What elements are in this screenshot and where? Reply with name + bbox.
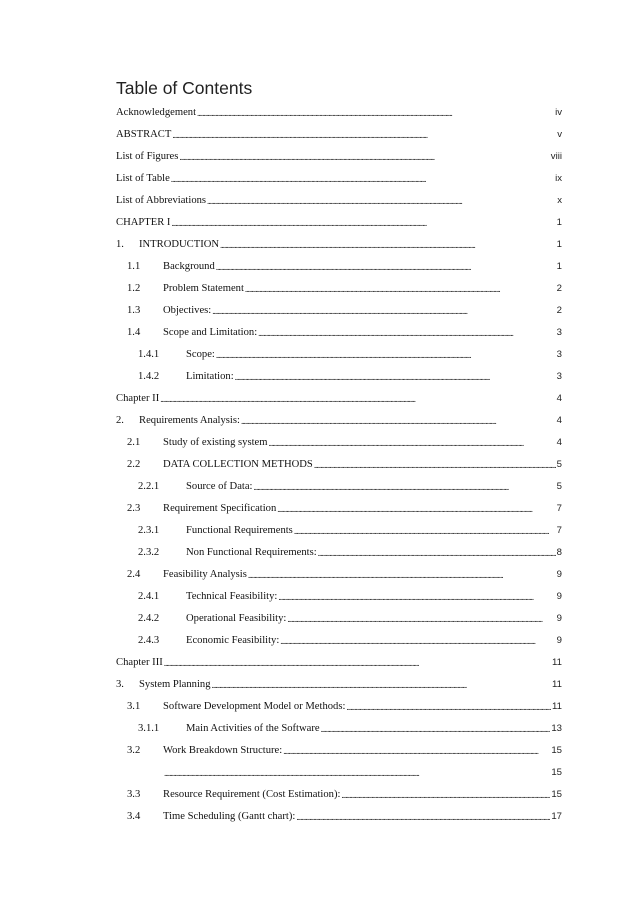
toc-entry-number: 3.1.1: [138, 723, 160, 734]
toc-entry-page: 17: [551, 811, 562, 822]
toc-entry-title: DATA COLLECTION METHODS: [163, 459, 313, 470]
toc-entry[interactable]: [116, 471, 562, 493]
toc-entry[interactable]: [116, 185, 562, 207]
toc-entry-title: Technical Feasibility:: [186, 591, 278, 602]
toc-entry-page: ix: [555, 173, 562, 184]
dot-leader: [171, 217, 555, 229]
toc-entry-title: Scope and Limitation:: [163, 327, 258, 338]
toc-entry[interactable]: [116, 229, 562, 251]
toc-entry-title: Feasibility Analysis: [163, 569, 247, 580]
toc-entry-number: 2.3.2: [138, 547, 160, 558]
toc-entry-page: 9: [556, 591, 562, 602]
toc-entry-number: 2.1: [127, 437, 141, 448]
dot-leader: [216, 261, 556, 273]
dot-leader: [283, 745, 550, 757]
toc-entry-page: 8: [556, 547, 562, 558]
dot-leader: [321, 723, 551, 735]
dot-leader: [248, 569, 556, 581]
toc-entry-page: 3: [556, 349, 562, 360]
dot-leader: [172, 129, 556, 141]
toc-entry[interactable]: [116, 317, 562, 339]
toc-entry-number: 1.1: [127, 261, 141, 272]
dot-leader: [341, 789, 550, 801]
toc-entry[interactable]: [116, 339, 562, 361]
toc-entry-title: Software Development Model or Methods:: [163, 701, 346, 712]
toc-entry[interactable]: [116, 207, 562, 229]
toc-entry-page: 3: [556, 327, 562, 338]
toc-entry-number: 3.4: [127, 811, 141, 822]
toc-entry-title: CHAPTER I: [116, 217, 171, 228]
dot-leader: [278, 591, 555, 603]
toc-entry-page: 9: [556, 635, 562, 646]
toc-entry[interactable]: [116, 163, 562, 185]
toc-entry-title: ABSTRACT: [116, 129, 172, 140]
toc-entry-number: 2.2.1: [138, 481, 160, 492]
toc-entry[interactable]: [116, 493, 562, 515]
toc-entry-title: Requirement Specification: [163, 503, 277, 514]
toc-entry[interactable]: [116, 625, 562, 647]
toc-entry-title: System Planning: [139, 679, 211, 690]
toc-entry-title: Background: [163, 261, 215, 272]
toc-entry-page: v: [557, 129, 562, 140]
toc-entry[interactable]: [116, 559, 562, 581]
toc-entry-title: Chapter III: [116, 657, 163, 668]
toc-entry-title: Acknowledgement: [116, 107, 197, 118]
toc-entry-title: Scope:: [186, 349, 215, 360]
dot-leader: [212, 679, 552, 691]
toc-list: [116, 97, 562, 823]
toc-entry-number: 1.4.1: [138, 349, 160, 360]
toc-entry-title: Main Activities of the Software: [186, 723, 320, 734]
toc-entry-title: Work Breakdown Structure:: [163, 745, 283, 756]
dot-leader: [277, 503, 555, 515]
toc-entry-number: 2.4.2: [138, 613, 160, 624]
dot-leader: [164, 767, 550, 779]
toc-entry-page: 7: [556, 525, 562, 536]
toc-entry-page: x: [557, 195, 562, 206]
dot-leader: [207, 195, 556, 207]
dot-leader: [287, 613, 555, 625]
toc-entry-title: Time Scheduling (Gantt chart):: [163, 811, 296, 822]
toc-entry-title: List of Figures: [116, 151, 179, 162]
dot-leader: [212, 305, 555, 317]
toc-entry-page: 15: [551, 745, 562, 756]
toc-entry[interactable]: [116, 581, 562, 603]
toc-entry-page: 1: [556, 217, 562, 228]
toc-entry-title: Economic Feasibility:: [186, 635, 280, 646]
toc-entry-number: 3.1: [127, 701, 141, 712]
toc-entry-number: 3.: [116, 679, 124, 690]
toc-entry-title: Requirements Analysis:: [139, 415, 240, 426]
dot-leader: [314, 459, 556, 471]
toc-entry-page: 5: [556, 459, 562, 470]
dot-leader: [296, 811, 550, 823]
toc-entry-number: 1.3: [127, 305, 141, 316]
toc-entry[interactable]: [116, 713, 562, 735]
toc-entry-page: 11: [552, 701, 562, 712]
toc-entry-page: 15: [551, 767, 562, 778]
toc-entry-number: 3.3: [127, 789, 141, 800]
toc-entry-number: 1.4.2: [138, 371, 160, 382]
toc-entry[interactable]: [116, 97, 562, 119]
toc-entry-number: 2.2: [127, 459, 141, 470]
dot-leader: [253, 481, 555, 493]
toc-entry[interactable]: [116, 141, 562, 163]
toc-entry[interactable]: [116, 295, 562, 317]
dot-leader: [235, 371, 556, 383]
toc-title: Table of Contents: [116, 78, 253, 98]
toc-entry-title: Objectives:: [163, 305, 212, 316]
toc-entry-number: 2.4.1: [138, 591, 160, 602]
dot-leader: [280, 635, 555, 647]
toc-entry-page: 15: [551, 789, 562, 800]
toc-entry-page: 9: [556, 569, 562, 580]
toc-entry[interactable]: [116, 691, 562, 713]
toc-entry-number: 1.2: [127, 283, 141, 294]
dot-leader: [346, 701, 551, 713]
toc-entry-title: INTRODUCTION: [139, 239, 220, 250]
dot-leader: [164, 657, 551, 669]
toc-entry-title: Source of Data:: [186, 481, 253, 492]
toc-entry-number: 1.4: [127, 327, 141, 338]
toc-entry[interactable]: [116, 405, 562, 427]
toc-entry-title: List of Table: [116, 173, 170, 184]
toc-entry-page: 2: [556, 305, 562, 316]
dot-leader: [160, 393, 555, 405]
dot-leader: [245, 283, 556, 295]
toc-entry-title: Functional Requirements: [186, 525, 293, 536]
toc-entry-page: 9: [556, 613, 562, 624]
toc-entry[interactable]: [116, 515, 562, 537]
toc-entry-page: 4: [556, 437, 562, 448]
toc-entry[interactable]: [116, 603, 562, 625]
toc-entry-page: 2: [556, 283, 562, 294]
dot-leader: [294, 525, 556, 537]
toc-entry-number: 2.3: [127, 503, 141, 514]
toc-entry-number: 3.2: [127, 745, 141, 756]
toc-entry-page: 5: [556, 481, 562, 492]
toc-entry-title: Limitation:: [186, 371, 234, 382]
toc-entry-page: 11: [552, 679, 562, 690]
toc-entry-page: 13: [551, 723, 562, 734]
toc-entry-title: List of Abbreviations: [116, 195, 207, 206]
toc-entry[interactable]: [116, 449, 562, 471]
toc-entry[interactable]: [116, 537, 562, 559]
toc-entry-number: 2.4: [127, 569, 141, 580]
toc-entry[interactable]: [116, 251, 562, 273]
dot-leader: [258, 327, 556, 339]
toc-entry-number: 1.: [116, 239, 124, 250]
toc-entry-page: viii: [550, 151, 562, 162]
toc-entry-title: Non Functional Requirements:: [186, 547, 317, 558]
toc-entry-page: iv: [555, 107, 562, 118]
toc-entry-title: Problem Statement: [163, 283, 244, 294]
dot-leader: [241, 415, 556, 427]
dot-leader: [220, 239, 556, 251]
toc-entry-page: 4: [556, 393, 562, 404]
toc-entry-page: 7: [556, 503, 562, 514]
dot-leader: [318, 547, 556, 559]
dot-leader: [197, 107, 554, 119]
toc-entry[interactable]: [116, 735, 562, 757]
toc-entry[interactable]: [116, 383, 562, 405]
dot-leader: [179, 151, 549, 163]
toc-entry[interactable]: [116, 801, 562, 823]
toc-entry[interactable]: [116, 669, 562, 691]
dot-leader: [216, 349, 556, 361]
toc-entry[interactable]: [116, 361, 562, 383]
toc-entry-page: 3: [556, 371, 562, 382]
dot-leader: [171, 173, 554, 185]
toc-entry-page: 1: [556, 239, 562, 250]
toc-entry-title: Operational Feasibility:: [186, 613, 287, 624]
toc-entry-page: 11: [552, 657, 562, 668]
toc-entry-number: 2.: [116, 415, 124, 426]
toc-entry-number: 2.4.3: [138, 635, 160, 646]
toc-entry-page: 4: [556, 415, 562, 426]
toc-entry-title: Study of existing system: [163, 437, 268, 448]
toc-entry[interactable]: [116, 757, 562, 779]
toc-entry-title: Resource Requirement (Cost Estimation):: [163, 789, 341, 800]
toc-entry-number: 2.3.1: [138, 525, 160, 536]
toc-entry[interactable]: [116, 779, 562, 801]
toc-entry-title: Chapter II: [116, 393, 160, 404]
toc-entry[interactable]: [116, 273, 562, 295]
toc-entry-page: 1: [556, 261, 562, 272]
toc-entry[interactable]: [116, 119, 562, 141]
dot-leader: [268, 437, 555, 449]
toc-entry[interactable]: [116, 427, 562, 449]
toc-entry[interactable]: [116, 647, 562, 669]
